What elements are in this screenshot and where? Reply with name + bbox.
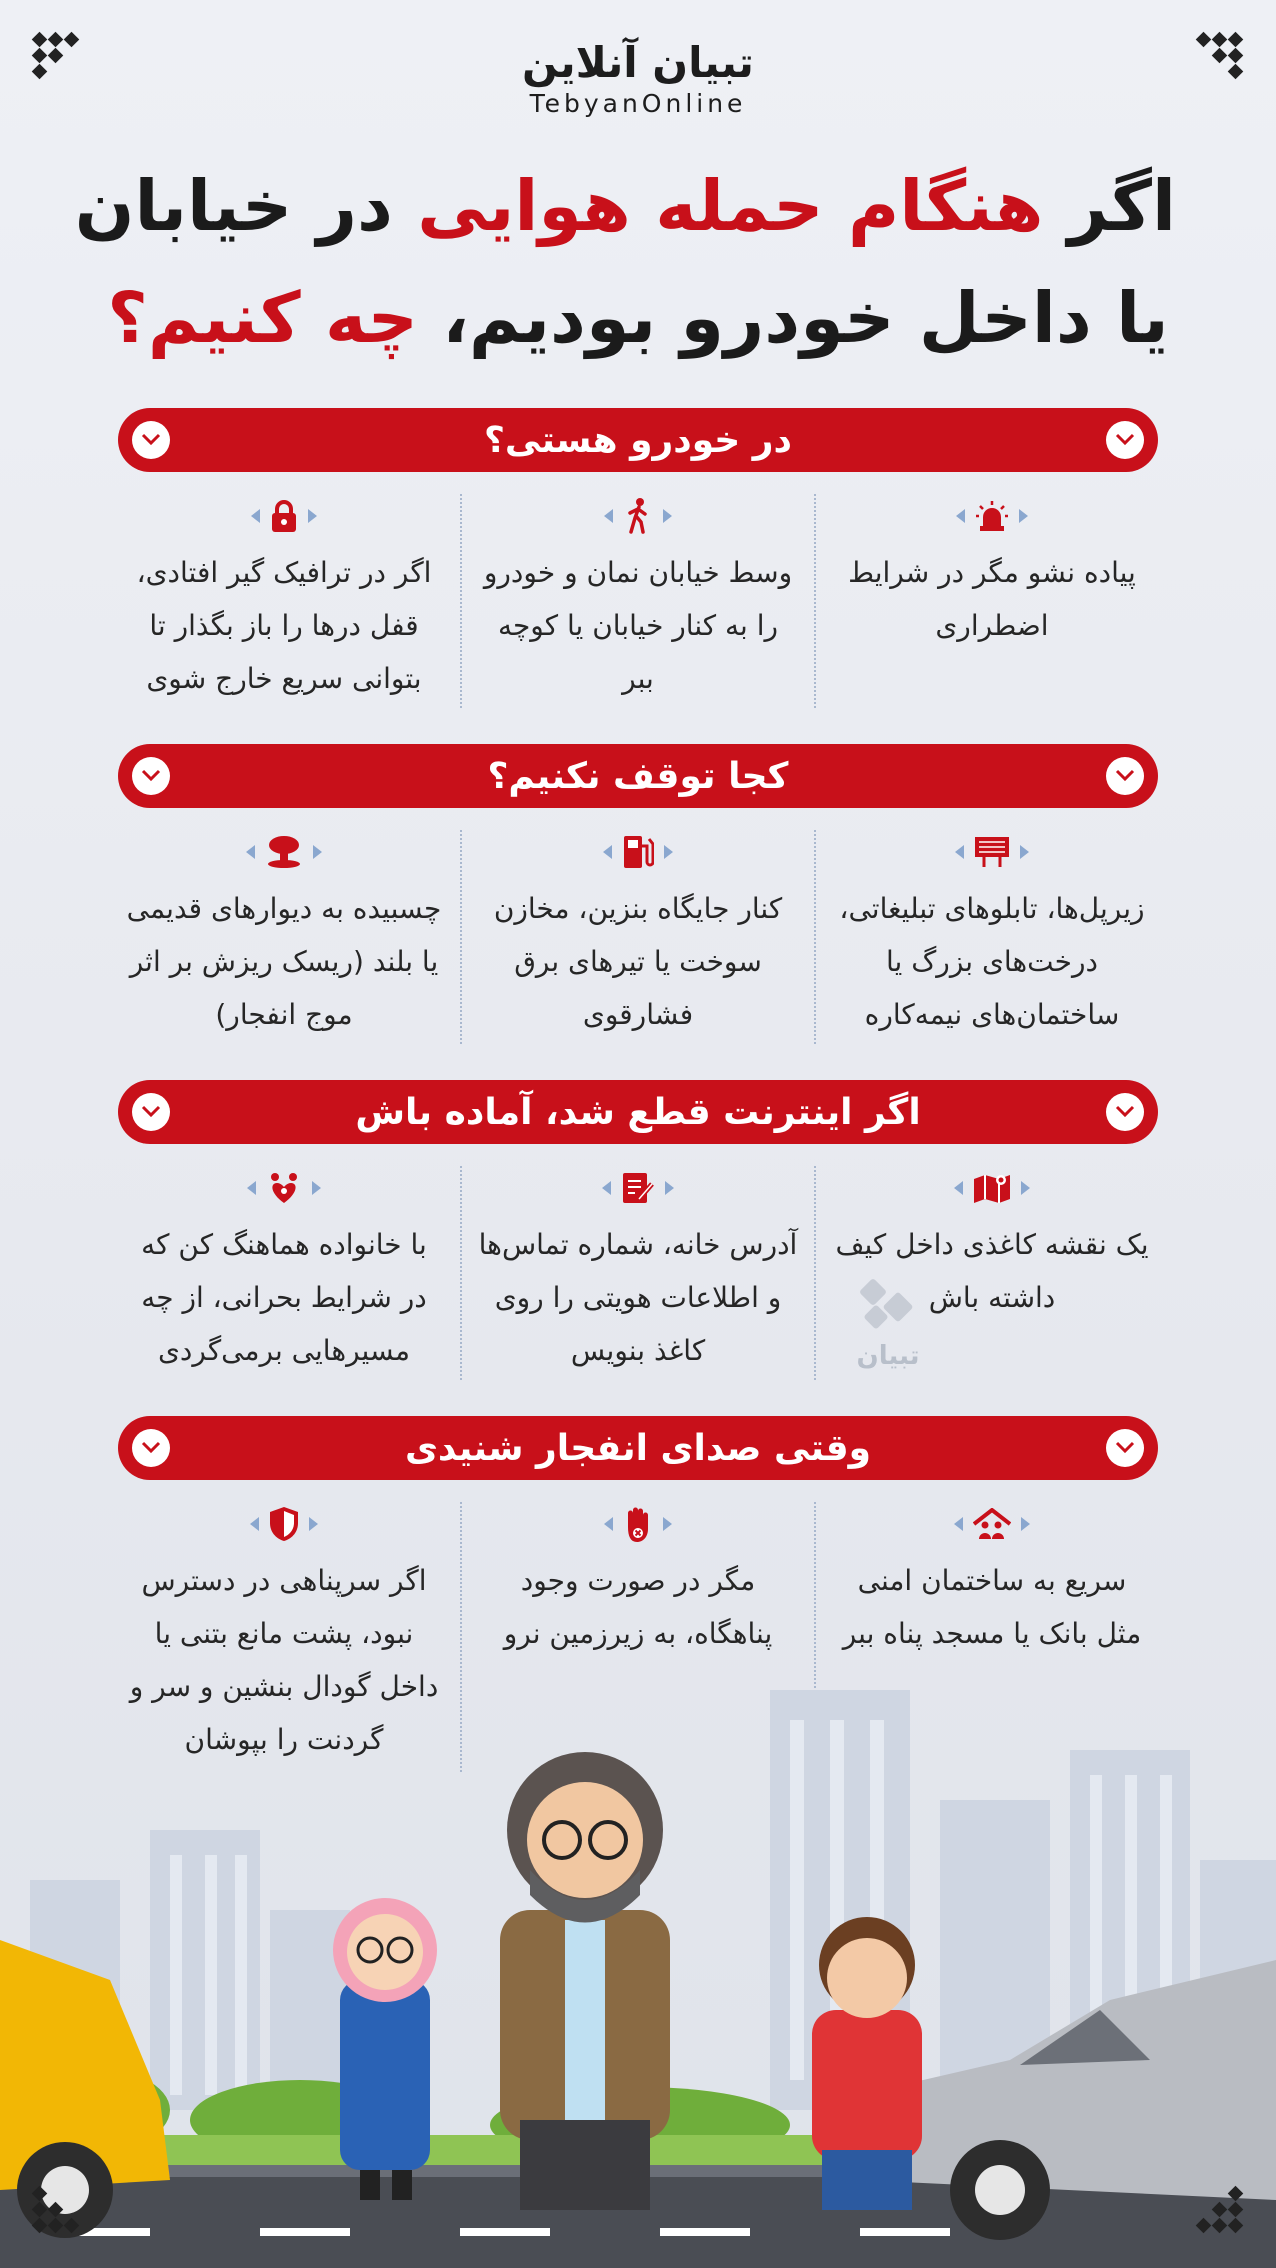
tip-text: اگر در ترافیک گیر افتادی، قفل درها را باز بگذار تا بتوانی سریع خارج شوی — [136, 556, 432, 695]
section-header-explosion-heard[interactable] — [118, 1416, 1158, 1480]
tip-card — [816, 830, 1168, 1044]
tip-card — [108, 1166, 462, 1380]
section-header-where-not-stop[interactable] — [118, 744, 1158, 808]
tip-card — [462, 494, 816, 708]
tip-text: مگر در صورت وجود پناهگاه، به زیرزمین نرو — [503, 1564, 773, 1650]
corner-ornament-bottom-right — [1198, 2188, 1244, 2234]
watermark-logo-icon — [853, 1278, 923, 1334]
chevron-down-icon — [1106, 421, 1144, 459]
title-word: یا داخل خودرو بودیم، — [442, 277, 1169, 359]
lock-icon — [270, 499, 298, 533]
chevron-down-icon — [132, 1429, 170, 1467]
title-line-1 — [74, 150, 1176, 262]
tip-text: اگر سرپناهی در دسترس نبود، پشت مانع بتنی یا داخل گودال بنشین و سر و گردنت را بپوشان — [129, 1564, 439, 1756]
note-edit-icon — [621, 1171, 655, 1205]
tip-card — [462, 830, 816, 1044]
tip-text: وسط خیابان نمان و خودرو را به کنار خیابان یا کوچه ببر — [483, 556, 793, 695]
city-street-illustration — [0, 1680, 1276, 2268]
tip-text: زیرپل‌ها، تابلوهای تبلیغاتی، درخت‌های بزرگ یا ساختمان‌های نیمه‌کاره — [839, 892, 1145, 1031]
tip-text: چسبیده به دیوارهای قدیمی یا بلند (ریسک ریزش بر اثر موج انفجار) — [126, 892, 442, 1031]
chevron-down-icon — [132, 421, 170, 459]
tip-card — [462, 1166, 816, 1380]
tip-card — [816, 494, 1168, 708]
tip-text: سریع به ساختمان امنی مثل بانک یا مسجد پناه ببر — [842, 1564, 1142, 1650]
family-heart-icon — [266, 1171, 302, 1205]
pedestrian-icon — [623, 498, 653, 534]
tip-text: با خانواده هماهنگ کن که در شرایط بحرانی، از چه مسیرهایی برمی‌گردی — [141, 1228, 427, 1367]
chevron-down-icon — [1106, 1429, 1144, 1467]
chevron-down-icon — [132, 757, 170, 795]
brand-name-en: TebyanOnline — [529, 89, 747, 118]
section-title: کجا توقف نکنیم؟ — [487, 755, 789, 797]
chevron-down-icon — [1106, 757, 1144, 795]
section-items-in-car — [108, 494, 1168, 708]
tebyan-watermark — [838, 1278, 938, 1371]
corner-ornament-bottom-left — [34, 2188, 80, 2234]
shelter-icon — [973, 1508, 1011, 1540]
paper-map-icon — [973, 1171, 1011, 1205]
section-header-internet-cut[interactable] — [118, 1080, 1158, 1144]
title-word: در خیابان — [74, 165, 393, 247]
brand-name-fa: تبیان آنلاین — [522, 38, 754, 87]
billboard-icon — [974, 836, 1010, 868]
section-items-internet-cut — [108, 1166, 1168, 1380]
tip-text: آدرس خانه، شماره تماس‌ها و اطلاعات هویتی را روی کاغذ بنویس — [478, 1228, 798, 1367]
siren-icon — [975, 500, 1009, 532]
fuel-pump-icon — [622, 834, 654, 870]
title-highlight: هنگام حمله هوایی — [417, 165, 1044, 247]
title-line-2 — [100, 262, 1176, 374]
title-highlight: چه کنیم؟ — [107, 277, 418, 359]
tip-text: پیاده نشو مگر در شرایط اضطراری — [848, 556, 1136, 642]
watermark-text: تبیان — [856, 1341, 920, 1371]
page-title — [74, 150, 1176, 374]
section-items-where-not-stop — [108, 830, 1168, 1044]
stop-hand-icon — [623, 1505, 653, 1543]
section-title: وقتی صدای انفجار شنیدی — [404, 1427, 872, 1469]
section-header-in-car[interactable] — [118, 408, 1158, 472]
tip-card — [108, 830, 462, 1044]
tip-text: یک نقشه کاغذی داخل کیف داشته باش — [835, 1228, 1149, 1314]
tip-text: کنار جایگاه بنزین، مخازن سوخت یا تیرهای برق فشارقوی — [493, 892, 783, 1031]
section-title: در خودرو هستی؟ — [484, 419, 792, 461]
street-illustration — [0, 1680, 1276, 2268]
chevron-down-icon — [1106, 1093, 1144, 1131]
explosion-icon — [265, 835, 303, 869]
brand-logo — [0, 38, 1276, 118]
title-word: اگر — [1067, 165, 1176, 247]
section-title: اگر اینترنت قطع شد، آماده باش — [355, 1091, 921, 1133]
chevron-down-icon — [132, 1093, 170, 1131]
shield-icon — [269, 1506, 299, 1542]
tip-card — [108, 494, 462, 708]
